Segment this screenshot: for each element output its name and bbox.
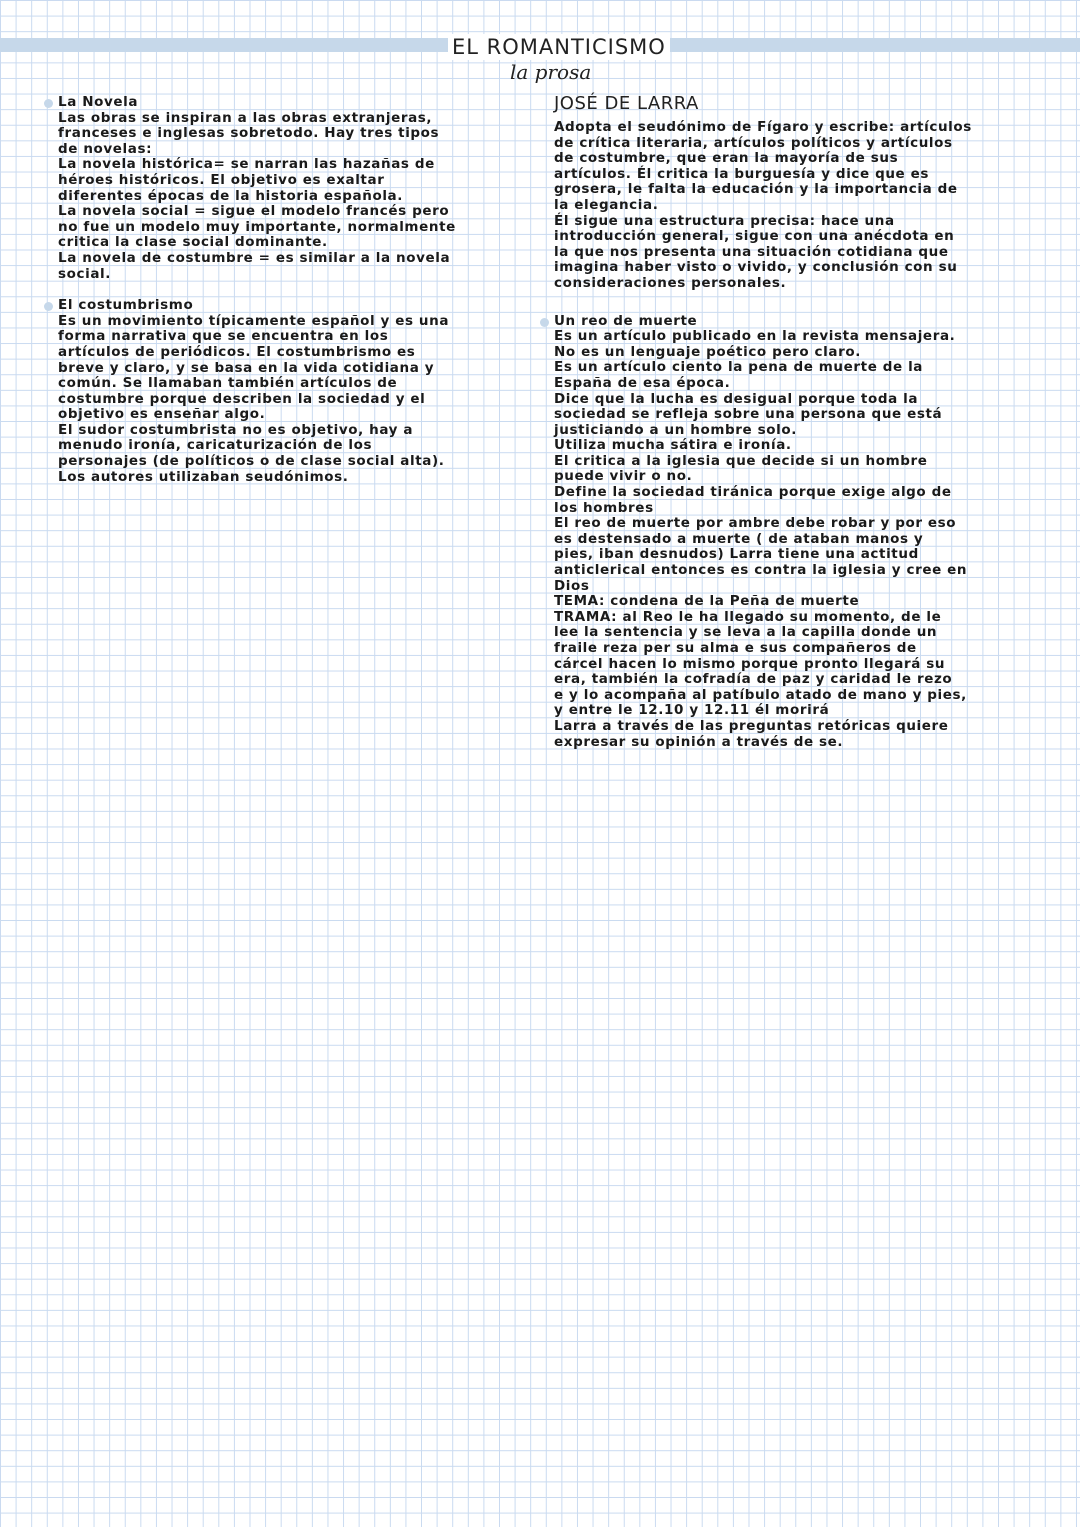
bullet-dot — [44, 99, 53, 108]
text-line: La novela histórica= se narran las hazañas de — [58, 156, 435, 173]
text-line: Los autores utilizaban seudónimos. — [58, 468, 349, 485]
text-line: menudo ironía, caricaturización de los — [58, 437, 373, 454]
page-title: EL ROMANTICISMO — [448, 34, 670, 60]
text-line: cárcel hacen lo mismo porque pronto llegará su — [554, 655, 946, 672]
text-line: franceses e inglesas sobretodo. Hay tres tipos — [58, 125, 440, 142]
text-line: Él sigue una estructura precisa: hace una — [554, 212, 895, 229]
trama-label: TRAMA: — [554, 608, 618, 625]
section-novela — [58, 95, 528, 282]
text-line: puede vivir o no. — [554, 468, 693, 485]
text-line: los hombres — [554, 499, 654, 516]
text-line: era, también la cofradía de paz y caridad le rezo — [554, 671, 953, 688]
text-line: introducción general, sigue con una anécdota en — [554, 228, 955, 245]
text-line: artículos de periódicos. El costumbrismo es — [58, 343, 416, 360]
text-line: costumbre porque describen la sociedad y el — [58, 390, 426, 407]
tema-text: condena de la Peña de muerte — [604, 593, 860, 610]
text-line: expresar su opinión a través de se. — [554, 733, 844, 750]
text-line: Es un artículo ciento la pena de muerte de la — [554, 359, 924, 376]
text-line: La novela de costumbre = es similar a la novela — [58, 249, 451, 266]
text-line: y entre le 12.10 y 12.11 él morirá — [554, 702, 830, 719]
text-line: diferentes épocas de la historia española. — [58, 187, 404, 204]
text-line: no fue un modelo muy importante, normalmente — [58, 218, 456, 235]
text-line: de crítica literaria, artículos políticos y artículos — [554, 134, 953, 151]
tema-line — [554, 594, 1054, 610]
text-line: objetivo es enseñar algo. — [58, 406, 266, 423]
text-line: El reo de muerte por ambre debe robar y por eso — [554, 515, 957, 532]
section-heading: La Novela — [58, 94, 139, 110]
text-line: critica la clase social dominante. — [58, 234, 328, 251]
right-column — [554, 92, 1054, 750]
section-larra — [554, 92, 1054, 292]
section-body — [554, 120, 1054, 292]
section-body — [58, 111, 528, 283]
text-line: El critica a la iglesia que decide si un hombre — [554, 452, 928, 469]
text-line: No es un lenguaje poético pero claro. — [554, 343, 861, 360]
text-line: consideraciones personales. — [554, 274, 787, 291]
text-line: común. Se llamaban también artículos de — [58, 375, 398, 392]
text-line: pies, iban desnudos) Larra tiene una actitud — [554, 546, 919, 563]
text-line: Utiliza mucha sátira e ironía. — [554, 437, 792, 454]
text-line: Larra a través de las preguntas retóricas quiere — [554, 717, 949, 734]
section-body — [58, 314, 528, 486]
text-line: breve y claro, y se basa en la vida cotidiana y — [58, 359, 435, 376]
text-line: es destensado a muerte ( de ataban manos y — [554, 530, 924, 547]
trama-text: al Reo le ha llegado su momento, de le — [617, 608, 942, 625]
tema-label: TEMA: — [554, 593, 605, 610]
section-reo-de-muerte — [554, 314, 1054, 751]
text-line: lee la sentencia y se leva a la capilla donde un — [554, 624, 938, 641]
text-line: Es un movimiento típicamente español y es una — [58, 312, 450, 329]
text-line: Dice que la lucha es desigual porque toda la — [554, 390, 919, 407]
text-line: imagina haber visto o vivido, y conclusión con su — [554, 259, 958, 276]
text-line: social. — [58, 265, 112, 282]
text-line: anticlerical entonces es contra la iglesia y cree en — [554, 562, 968, 579]
text-line: la que nos presenta una situación cotidiana que — [554, 243, 949, 260]
text-line: La novela social = sigue el modelo francés pero — [58, 203, 450, 220]
trama-body — [554, 625, 1054, 750]
text-line: héroes históricos. El objetivo es exaltar — [58, 171, 385, 188]
section-heading: Un reo de muerte — [554, 312, 698, 329]
section-heading: El costumbrismo — [58, 297, 194, 314]
left-column — [58, 95, 528, 485]
section-costumbrismo — [58, 298, 528, 485]
text-line: fraile reza per su alma e sus compañeros de — [554, 640, 917, 656]
text-line: personajes (de políticos o de clase social alta). — [58, 453, 445, 470]
text-line: Las obras se inspiran a las obras extranjeras, — [58, 109, 433, 126]
text-line: Adopta el seudónimo de Fígaro y escribe: artículos — [554, 119, 972, 135]
text-line: sociedad se refleja sobre una persona que está — [554, 406, 943, 423]
section-body — [554, 329, 1054, 594]
text-line: e y lo acompaña al patíbulo atado de mano y pies, — [554, 686, 967, 703]
text-line: de novelas: — [58, 140, 153, 157]
author-heading: JOSÉ DE LARRA — [554, 93, 699, 114]
text-line: artículos. Él critica la burguesía y dice que es — [554, 165, 930, 182]
text-line: España de esa época. — [554, 374, 731, 391]
text-line: El sudor costumbrista no es objetivo, hay a — [58, 421, 414, 438]
bullet-dot — [540, 318, 549, 327]
page-subtitle: la prosa — [510, 60, 592, 84]
text-line: grosera, le falta la educación y la importancia de — [554, 181, 958, 198]
text-line: Dios — [554, 577, 590, 594]
text-line: Es un artículo publicado en la revista mensajera. — [554, 328, 956, 345]
text-line: la elegancia. — [554, 196, 659, 213]
bullet-dot — [44, 302, 53, 311]
text-line: justiciando a un hombre solo. — [554, 421, 797, 438]
text-line: forma narrativa que se encuentra en los — [58, 328, 389, 345]
text-line: Define la sociedad tiránica porque exige algo de — [554, 484, 952, 501]
text-line: de costumbre, que eran la mayoría de sus — [554, 150, 899, 167]
trama-line — [554, 610, 1054, 626]
